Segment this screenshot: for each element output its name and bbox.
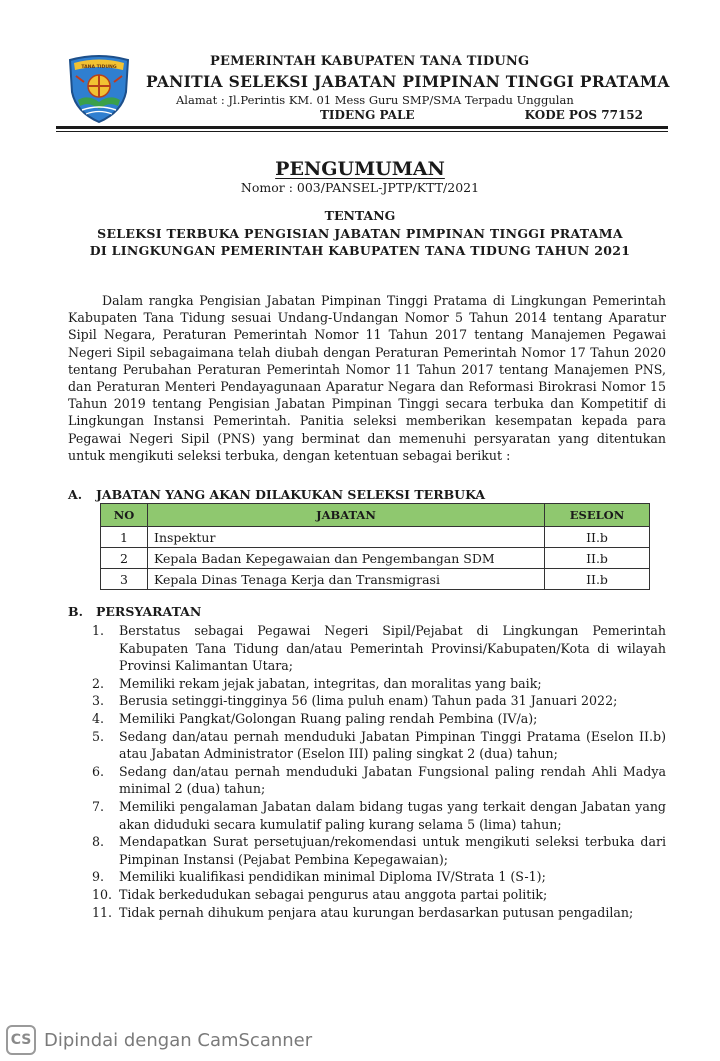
section-b-title: PERSYARATAN [96, 604, 202, 619]
cell-eselon: II.b [545, 527, 650, 548]
item-number: 3. [92, 693, 105, 709]
item-number: 1. [92, 623, 105, 638]
item-text: Sedang dan/atau pernah menduduki Jabatan Pimpinan Tinggi Pratama (Eselon II.b) atau Jabatan Administrator (Eselon III) paling singkat 2 (dua) tahun; [119, 728, 666, 762]
item-text: Memiliki Pangkat/Golongan Ruang paling rendah Pembina (IV/a); [119, 710, 538, 726]
subtitle-line-1: SELEKSI TERBUKA PENGISIAN JABATAN PIMPINAN TINGGI PRATAMA [97, 226, 623, 241]
list-item [92, 868, 666, 886]
list-item [92, 675, 666, 693]
document-title: PENGUMUMAN [275, 158, 445, 180]
list-item [92, 692, 666, 710]
cell-no: 1 [101, 527, 148, 548]
item-text: Tidak berkedudukan sebagai pengurus atau anggota partai politik; [119, 886, 548, 902]
header-government-name: PEMERINTAH KABUPATEN TANA TIDUNG [210, 54, 530, 69]
header-postal-code: KODE POS 77152 [524, 108, 643, 122]
table-row [101, 527, 650, 548]
subtitle-line-2: DI LINGKUNGAN PEMERINTAH KABUPATEN TANA TIDUNG TAHUN 2021 [89, 243, 631, 258]
list-item [92, 763, 666, 798]
list-item [92, 622, 666, 675]
column-header-jabatan: JABATAN [148, 504, 545, 527]
list-item [92, 798, 666, 833]
list-item [92, 886, 666, 904]
positions-table [100, 503, 650, 590]
header-committee-name: PANITIA SELEKSI JABATAN PIMPINAN TINGGI PRATAMA [146, 72, 670, 91]
item-text: Berusia setinggi-tingginya 56 (lima puluh enam) Tahun pada 31 Januari 2022; [119, 693, 618, 709]
list-item [92, 904, 666, 922]
item-number: 6. [92, 763, 105, 779]
table-row [101, 569, 650, 590]
header-divider-thin [56, 131, 668, 132]
requirements-list [92, 622, 666, 921]
header-city: TIDENG PALE [320, 108, 415, 122]
list-item [92, 728, 666, 763]
item-number: 7. [92, 798, 105, 814]
item-number: 10. [92, 886, 113, 902]
cell-eselon: II.b [545, 548, 650, 569]
tentang-heading: TENTANG [324, 208, 396, 223]
item-number: 4. [92, 710, 105, 726]
cell-no: 2 [101, 548, 148, 569]
item-number: 5. [92, 728, 105, 744]
section-b-label: B. [68, 604, 83, 619]
document-subtitle [0, 225, 720, 259]
cell-no: 3 [101, 569, 148, 590]
cell-jabatan: Kepala Dinas Tenaga Kerja dan Transmigrasi [148, 569, 545, 590]
item-text: Mendapatkan Surat persetujuan/rekomendasi untuk mengikuti seleksi terbuka dari Pimpinan Instansi (Pejabat Pembina Kepegawaian); [119, 834, 666, 867]
cell-eselon: II.b [545, 569, 650, 590]
column-header-no: NO [101, 504, 148, 527]
item-number: 9. [92, 869, 105, 885]
list-item [92, 833, 666, 868]
column-header-eselon: ESELON [545, 504, 650, 527]
section-b-heading [68, 604, 201, 619]
camscanner-logo-icon: CS [6, 1025, 36, 1055]
cell-jabatan: Inspektur [148, 527, 545, 548]
list-item [92, 710, 666, 728]
item-text: Berstatus sebagai Pegawai Negeri Sipil/Pejabat di Lingkungan Pemerintah Kabupaten Tana Tidung dan/atau Pemerintah Provinsi/Kabupaten/Kota di wilayah Provinsi Kalimantan Utara; [119, 623, 666, 674]
regency-emblem-icon [64, 52, 134, 124]
item-text: Tidak pernah dihukum penjara atau kurungan berdasarkan putusan pengadilan; [119, 904, 634, 920]
item-text: Memiliki pengalaman Jabatan dalam bidang tugas yang terkait dengan Jabatan yang akan diduduki secara kumulatif paling kurang selama 5 (lima) tahun; [119, 798, 666, 832]
section-a-heading [68, 487, 485, 502]
section-a-label: A. [68, 487, 83, 502]
cell-jabatan: Kepala Badan Kepegawaian dan Pengembangan SDM [148, 548, 545, 569]
item-text: Memiliki rekam jejak jabatan, integritas, dan moralitas yang baik; [119, 675, 542, 691]
item-text: Sedang dan/atau pernah menduduki Jabatan Fungsional paling rendah Ahli Madya minimal 2 (dua) tahun; [119, 763, 666, 797]
header-address: Alamat : Jl.Perintis KM. 01 Mess Guru SMP/SMA Terpadu Unggulan [176, 93, 574, 107]
watermark-text: Dipindai dengan CamScanner [44, 1029, 313, 1051]
svg-text:TANA TIDUNG: TANA TIDUNG [81, 65, 117, 70]
item-text: Memiliki kualifikasi pendidikan minimal Diploma IV/Strata 1 (S-1); [119, 869, 546, 885]
table-header-row [101, 504, 650, 527]
item-number: 8. [92, 834, 105, 850]
item-number: 2. [92, 675, 105, 691]
camscanner-watermark [6, 1025, 312, 1055]
table-row [101, 548, 650, 569]
document-number: Nomor : 003/PANSEL-JPTP/KTT/2021 [240, 180, 480, 195]
intro-paragraph: Dalam rangka Pengisian Jabatan Pimpinan Tinggi Pratama di Lingkungan Pemerintah Kabupaten Tana Tidung sesuai Undang-Undangan Nomor 5 Tahun 2014 tentang Aparatur Sipil Negara, Peraturan Pemerintah Nomor 11 Tahun 2017 tentang Manajemen Pegawai Negeri Sipil sebagaimana telah diubah dengan Peraturan Pemerintah Nomor 17 Tahun 2020 tentang Perubahan Peraturan Pemerintah Nomor 11 Tahun 2017 tentang Manajemen PNS, dan Peraturan Menteri Pendayagunaan Aparatur Negara dan Reformasi Birokrasi Nomor 15 Tahun 2019 tentang Pengisian Jabatan Pimpinan Tinggi secara terbuka dan Kompetitif di Lingkungan Instansi Pemerintah. Panitia seleksi memberikan kesempatan kepada para Pegawai Negeri Sipil (PNS) yang berminat dan memenuhi persyaratan yang ditentukan untuk mengikuti seleksi terbuka, dengan ketentuan sebagai berikut : [68, 293, 666, 463]
item-number: 11. [92, 904, 113, 920]
header-divider-thick [56, 126, 668, 129]
section-a-title: JABATAN YANG AKAN DILAKUKAN SELEKSI TERBUKA [96, 487, 486, 502]
